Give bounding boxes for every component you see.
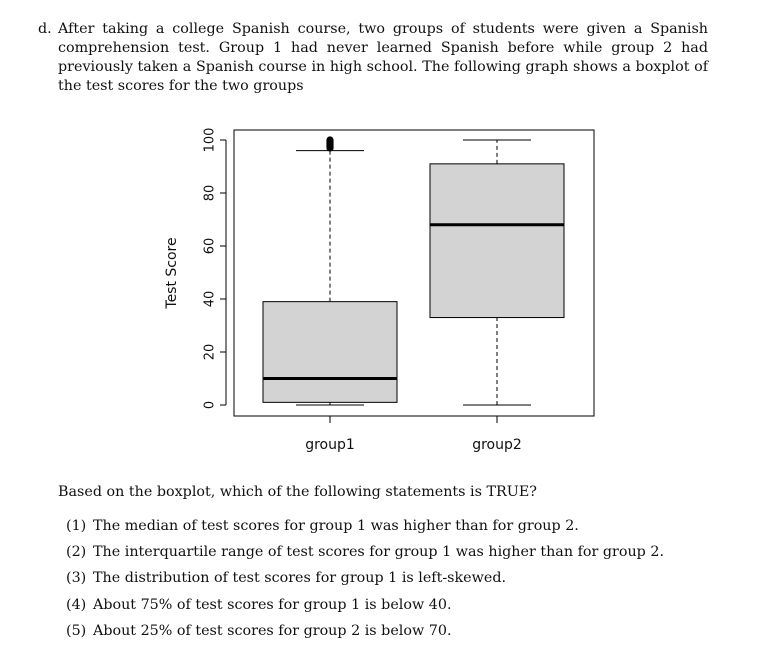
answer-option <box>66 517 664 543</box>
option-text: About 25% of test scores for group 2 is below 70. <box>93 622 452 639</box>
option-text: About 75% of test scores for group 1 is below 40. <box>93 596 452 613</box>
y-tick-label: 40 <box>202 290 218 308</box>
problem-marker: d. <box>38 21 52 37</box>
x-tick-label: group2 <box>472 437 522 453</box>
option-number: (4) <box>66 596 87 613</box>
answer-option <box>66 596 664 622</box>
option-number: (1) <box>66 518 87 534</box>
y-tick-label: 20 <box>202 343 218 361</box>
answer-options <box>66 517 664 648</box>
option-number: (2) <box>66 544 87 561</box>
option-text: The distribution of test scores for group 1 is left-skewed. <box>93 570 507 587</box>
y-tick-label: 60 <box>202 237 218 255</box>
answer-option <box>66 569 664 595</box>
answer-option <box>66 543 664 569</box>
y-axis-title: Test Score <box>164 237 180 309</box>
question-prompt: Based on the boxplot, which of the following statements is TRUE? <box>58 484 537 500</box>
option-text: The median of test scores for group 1 was higher than for group 2. <box>93 518 579 534</box>
y-tick-label: 80 <box>202 184 218 202</box>
option-number: (3) <box>66 570 87 587</box>
answer-option <box>66 622 664 648</box>
y-tick-label: 100 <box>202 127 218 153</box>
x-tick-label: group1 <box>305 437 355 453</box>
option-number: (5) <box>66 622 87 639</box>
iqr-box <box>263 302 397 403</box>
y-tick-label: 0 <box>202 400 218 410</box>
iqr-box <box>430 164 564 318</box>
problem-text: After taking a college Spanish course, two groups of students were given a Spanish comprehension test. Group 1 had never learned Spanish before while group 2 had previously taken a Spanish course in high school. The following graph shows a boxplot of the test scores for the two groups <box>58 21 708 94</box>
option-text: The interquartile range of test scores for group 1 was higher than for group 2. <box>93 544 664 561</box>
